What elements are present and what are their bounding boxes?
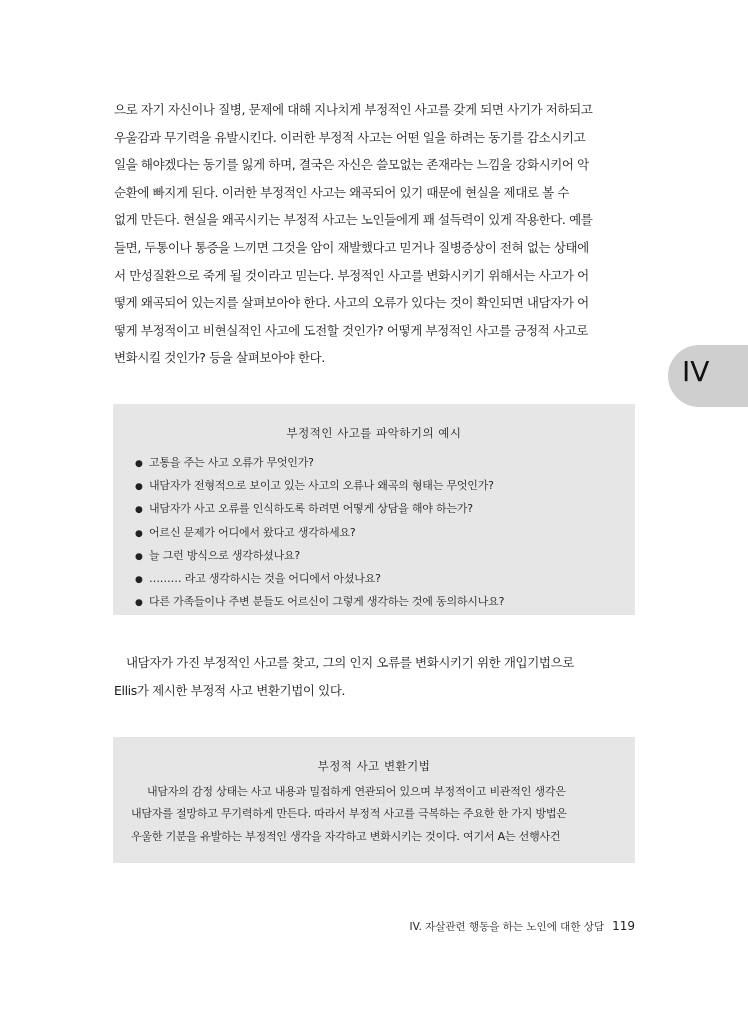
paragraph-line: 우울감과 무기력을 유발시킨다. 이러한 부정적 사고는 어떤 일을 하려는 동기를 감소시키고 [114, 129, 586, 145]
page-footer [410, 919, 635, 934]
bullet-icon: ● [135, 505, 143, 516]
page-number: 119 [612, 919, 635, 933]
list-item [135, 522, 504, 545]
paragraph-line: 들면, 두통이나 통증을 느끼면 그것을 암이 재발했다고 믿거나 질병증상이 전혀 없는 상태에 [114, 239, 589, 255]
paragraph-line: 일을 해야겠다는 동기를 잃게 하며, 결국은 자신은 쓸모없는 존재라는 느낌을 강화시키어 악 [114, 157, 589, 173]
list-item [135, 475, 504, 498]
paragraph-line: 서 만성질환으로 죽게 될 것이라고 믿는다. 부정적인 사고를 변화시키기 위해서는 사고가 어 [114, 267, 589, 283]
list-item [135, 568, 504, 591]
body-paragraph-2 [114, 649, 636, 704]
bullet-icon: ● [135, 598, 143, 609]
bullet-icon: ● [135, 459, 143, 469]
list-item [135, 591, 504, 614]
running-title: IV. 자살관련 행동을 하는 노인에 대한 상담 [409, 921, 605, 933]
paragraph-line: 순환에 빠지게 된다. 이러한 부정적인 사고는 왜곡되어 있기 때문에 현실을 제대로 볼 수 [114, 184, 570, 200]
list-item [135, 498, 504, 521]
box-line: 내담자의 감정 상태는 사고 내용과 밀접하게 연관되어 있으며 부정적이고 비관적인 생각은 [147, 785, 566, 798]
paragraph-line: 내담자가 가진 부정적인 사고를 찾고, 그의 인지 오류를 변화시키기 위한 개입기법으로 [126, 655, 574, 670]
list-item-text: ……… 라고 생각하시는 것을 어디에서 아셨나요? [149, 572, 381, 586]
list-item-text: 다른 가족들이나 주변 분들도 어르신이 그렇게 생각하는 것에 동의하시나요? [149, 595, 505, 609]
paragraph-line: 떻게 부정적이고 비현실적인 사고에 도전할 것인가? 어떻게 부정적인 사고를 긍정적 사고로 [114, 322, 588, 338]
body-paragraph-1 [114, 96, 636, 372]
technique-box-body [131, 781, 619, 848]
paragraph-line: 으로 자기 자신이나 질병, 문제에 대해 지나치게 부정적인 사고를 갖게 되면 사기가 저하되고 [114, 102, 593, 117]
bullet-icon: ● [135, 528, 143, 539]
list-item-text: 늘 그런 방식으로 생각하셨나요? [149, 548, 301, 562]
bullet-icon: ● [135, 575, 143, 586]
list-item-text: 내담자가 전형적으로 보이고 있는 사고의 오류나 왜곡의 형태는 무엇인가? [149, 479, 494, 493]
example-box [113, 404, 635, 615]
list-item-text: 고통을 주는 사고 오류가 무엇인가? [149, 456, 314, 469]
bullet-icon: ● [135, 482, 143, 493]
list-item-text: 내담자가 사고 오류를 인식하도록 하려면 어떻게 상담을 해야 하는가? [149, 502, 473, 516]
chapter-tab [668, 345, 748, 407]
bullet-icon: ● [135, 551, 143, 562]
paragraph-line: 없게 만든다. 현실을 왜곡시키는 부정적 사고는 노인들에게 꽤 설득력이 있게 작용한다. 예를 [114, 212, 593, 228]
box-line: 우울한 기분을 유발하는 부정적인 생각을 자각하고 변화시키는 것이다. 여기서 A는 선행사건 [131, 829, 561, 843]
box-line: 내담자를 절망하고 무기력하게 만든다. 따라서 부정적 사고를 극복하는 주요한 한 가지 방법은 [131, 807, 567, 821]
technique-box [113, 737, 635, 863]
paragraph-line: Ellis가 제시한 부정적 사고 변환기법이 있다. [114, 682, 346, 698]
technique-box-title: 부정적 사고 변환기법 [317, 759, 431, 773]
list-item-text: 어르신 문제가 어디에서 왔다고 생각하세요? [149, 525, 356, 539]
example-list [135, 452, 504, 614]
example-box-title: 부정적인 사고를 파악하기의 예시 [286, 426, 462, 440]
paragraph-line: 변화시킬 것인가? 등을 살펴보아야 한다. [114, 350, 325, 366]
list-item [135, 452, 504, 475]
list-item [135, 545, 504, 568]
paragraph-line: 떻게 왜곡되어 있는지를 살펴보아야 한다. 사고의 오류가 있다는 것이 확인되면 내담자가 어 [114, 295, 589, 311]
chapter-tab-label: IV [682, 355, 710, 388]
